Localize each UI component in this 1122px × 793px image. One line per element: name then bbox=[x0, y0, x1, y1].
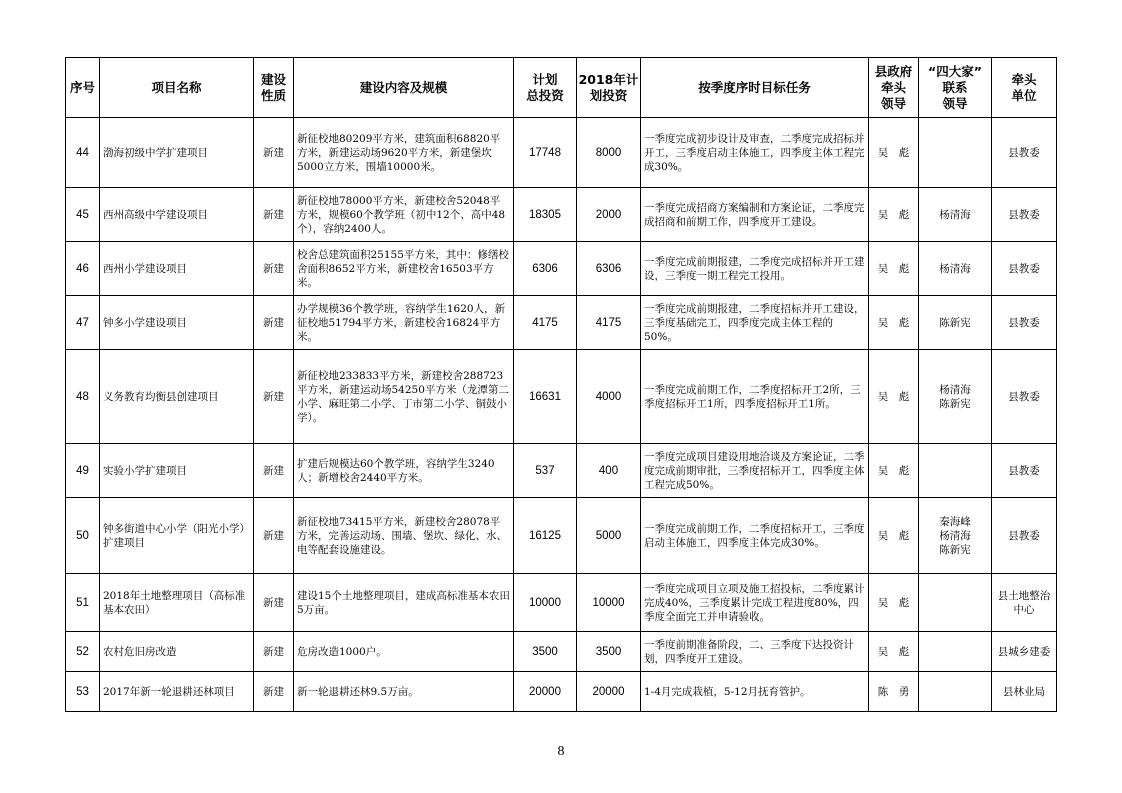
cell-content: 危房改造1000户。 bbox=[294, 632, 514, 672]
header-task: 按季度序时目标任务 bbox=[641, 58, 869, 118]
header-nature: 建设 性质 bbox=[254, 58, 294, 118]
cell-county-leader: 吴 彪 bbox=[869, 188, 919, 242]
cell-county-leader: 吴 彪 bbox=[869, 118, 919, 188]
cell-plan2018: 5000 bbox=[577, 498, 641, 574]
cell-task: 一季度前期准备阶段，二、三季度下达投资计划，四季度开工建设。 bbox=[641, 632, 869, 672]
cell-task: 一季度完成前期报建，二季度完成招标并开工建设，三季度一期工程完工投用。 bbox=[641, 242, 869, 296]
table-row bbox=[66, 498, 1057, 574]
cell-nature: 新建 bbox=[254, 574, 294, 632]
cell-county-leader: 吴 彪 bbox=[869, 632, 919, 672]
cell-unit: 县城乡建委 bbox=[992, 632, 1057, 672]
cell-content: 新征校地233833平方米，新建校舍288723平方米，新建运动场54250平方米（龙潭第二小学、麻旺第二小学、丁市第二小学、铜鼓小学）。 bbox=[294, 350, 514, 444]
header-big4-leader: “四大家” 联系 领导 bbox=[919, 58, 992, 118]
cell-name: 西州高级中学建设项目 bbox=[100, 188, 254, 242]
cell-task: 一季度完成前期工作，二季度招标开工，三季度启动主体施工，四季度主体完成30%。 bbox=[641, 498, 869, 574]
cell-name: 钟多街道中心小学（阳光小学）扩建项目 bbox=[100, 498, 254, 574]
cell-task: 一季度完成前期工作，二季度招标开工2所，三季度招标开工1所，四季度招标开工1所。 bbox=[641, 350, 869, 444]
cell-name: 农村危旧房改造 bbox=[100, 632, 254, 672]
cell-big4-leader: 杨清海 bbox=[919, 188, 992, 242]
cell-unit: 县教委 bbox=[992, 350, 1057, 444]
cell-big4-leader bbox=[919, 118, 992, 188]
cell-plan2018: 4175 bbox=[577, 296, 641, 350]
cell-name: 实验小学扩建项目 bbox=[100, 444, 254, 498]
cell-content: 建设15个土地整理项目，建成高标准基本农田5万亩。 bbox=[294, 574, 514, 632]
cell-task: 一季度完成招商方案编制和方案论证，二季度完成招商和前期工作，四季度开工建设。 bbox=[641, 188, 869, 242]
page-number: 8 bbox=[557, 744, 565, 759]
cell-seq: 52 bbox=[66, 632, 100, 672]
cell-county-leader: 吴 彪 bbox=[869, 296, 919, 350]
cell-seq: 48 bbox=[66, 350, 100, 444]
cell-county-leader: 陈 勇 bbox=[869, 672, 919, 712]
cell-content: 新征校地80209平方米，建筑面积68820平方米，新建运动场9620平方米，新建堡坎5000立方米，围墙10000米。 bbox=[294, 118, 514, 188]
project-table bbox=[65, 57, 1057, 712]
cell-seq: 44 bbox=[66, 118, 100, 188]
table-row bbox=[66, 242, 1057, 296]
cell-seq: 49 bbox=[66, 444, 100, 498]
cell-big4-leader: 杨清海 bbox=[919, 242, 992, 296]
cell-nature: 新建 bbox=[254, 444, 294, 498]
cell-content: 校舍总建筑面积25155平方米，其中：修缮校舍面积8652平方米，新建校舍16503平方米。 bbox=[294, 242, 514, 296]
cell-name: 义务教育均衡县创建项目 bbox=[100, 350, 254, 444]
cell-total: 537 bbox=[514, 444, 577, 498]
cell-unit: 县教委 bbox=[992, 188, 1057, 242]
header-unit: 牵头 单位 bbox=[992, 58, 1057, 118]
cell-total: 20000 bbox=[514, 672, 577, 712]
cell-big4-leader bbox=[919, 632, 992, 672]
cell-total: 16631 bbox=[514, 350, 577, 444]
cell-content: 新征校地73415平方米，新建校舍28078平方米，完善运动场、围墙、堡坎、绿化、水、电等配套设施建设。 bbox=[294, 498, 514, 574]
cell-big4-leader bbox=[919, 574, 992, 632]
header-row bbox=[66, 58, 1057, 118]
cell-plan2018: 8000 bbox=[577, 118, 641, 188]
cell-plan2018: 3500 bbox=[577, 632, 641, 672]
cell-total: 4175 bbox=[514, 296, 577, 350]
cell-plan2018: 6306 bbox=[577, 242, 641, 296]
cell-seq: 53 bbox=[66, 672, 100, 712]
header-total: 计划 总投资 bbox=[514, 58, 577, 118]
cell-name: 2017年新一轮退耕还林项目 bbox=[100, 672, 254, 712]
header-plan2018: 2018年计 划投资 bbox=[577, 58, 641, 118]
cell-unit: 县林业局 bbox=[992, 672, 1057, 712]
cell-plan2018: 400 bbox=[577, 444, 641, 498]
cell-unit: 县教委 bbox=[992, 242, 1057, 296]
cell-nature: 新建 bbox=[254, 350, 294, 444]
cell-nature: 新建 bbox=[254, 632, 294, 672]
cell-total: 3500 bbox=[514, 632, 577, 672]
cell-big4-leader bbox=[919, 444, 992, 498]
cell-nature: 新建 bbox=[254, 672, 294, 712]
cell-county-leader: 吴 彪 bbox=[869, 350, 919, 444]
cell-unit: 县教委 bbox=[992, 118, 1057, 188]
cell-total: 16125 bbox=[514, 498, 577, 574]
cell-nature: 新建 bbox=[254, 118, 294, 188]
cell-seq: 46 bbox=[66, 242, 100, 296]
cell-seq: 51 bbox=[66, 574, 100, 632]
cell-name: 钟多小学建设项目 bbox=[100, 296, 254, 350]
cell-task: 一季度完成前期报建，二季度招标并开工建设，三季度基础完工，四季度完成主体工程的50%。 bbox=[641, 296, 869, 350]
cell-plan2018: 4000 bbox=[577, 350, 641, 444]
cell-seq: 50 bbox=[66, 498, 100, 574]
cell-big4-leader bbox=[919, 672, 992, 712]
cell-county-leader: 吴 彪 bbox=[869, 574, 919, 632]
table-body bbox=[66, 118, 1057, 712]
cell-task: 1-4月完成栽植，5-12月抚育管护。 bbox=[641, 672, 869, 712]
cell-content: 办学规模36个教学班，容纳学生1620人，新征校地51794平方米，新建校舍16824平方米。 bbox=[294, 296, 514, 350]
table-row bbox=[66, 444, 1057, 498]
cell-task: 一季度完成初步设计及审查，二季度完成招标并开工，三季度启动主体施工，四季度主体工程完成30%。 bbox=[641, 118, 869, 188]
cell-big4-leader: 秦海峰 杨清海 陈新宪 bbox=[919, 498, 992, 574]
cell-name: 西州小学建设项目 bbox=[100, 242, 254, 296]
cell-plan2018: 2000 bbox=[577, 188, 641, 242]
cell-big4-leader: 陈新宪 bbox=[919, 296, 992, 350]
cell-total: 18305 bbox=[514, 188, 577, 242]
cell-content: 新征校地78000平方米，新建校舍52048平方米，规模60个教学班（初中12个、高中48个），容纳2400人。 bbox=[294, 188, 514, 242]
cell-total: 10000 bbox=[514, 574, 577, 632]
cell-seq: 45 bbox=[66, 188, 100, 242]
cell-county-leader: 吴 彪 bbox=[869, 242, 919, 296]
cell-unit: 县教委 bbox=[992, 498, 1057, 574]
header-county-leader: 县政府 牵头 领导 bbox=[869, 58, 919, 118]
cell-plan2018: 20000 bbox=[577, 672, 641, 712]
cell-nature: 新建 bbox=[254, 188, 294, 242]
cell-unit: 县教委 bbox=[992, 444, 1057, 498]
cell-name: 渤海初级中学扩建项目 bbox=[100, 118, 254, 188]
table-row bbox=[66, 296, 1057, 350]
table-row bbox=[66, 632, 1057, 672]
table-row bbox=[66, 350, 1057, 444]
cell-total: 6306 bbox=[514, 242, 577, 296]
header-seq: 序号 bbox=[66, 58, 100, 118]
table-row bbox=[66, 672, 1057, 712]
table-row bbox=[66, 188, 1057, 242]
cell-county-leader: 吴 彪 bbox=[869, 498, 919, 574]
cell-content: 扩建后规模达60个教学班，容纳学生3240人；新增校舍2440平方米。 bbox=[294, 444, 514, 498]
cell-unit: 县土地整治中心 bbox=[992, 574, 1057, 632]
cell-big4-leader: 杨清海 陈新宪 bbox=[919, 350, 992, 444]
header-name: 项目名称 bbox=[100, 58, 254, 118]
header-content: 建设内容及规模 bbox=[294, 58, 514, 118]
cell-task: 一季度完成项目立项及施工招投标，二季度累计完成40%，三季度累计完成工程进度80%，四季度全面完工并申请验收。 bbox=[641, 574, 869, 632]
cell-name: 2018年土地整理项目（高标准基本农田） bbox=[100, 574, 254, 632]
cell-nature: 新建 bbox=[254, 498, 294, 574]
cell-nature: 新建 bbox=[254, 242, 294, 296]
cell-nature: 新建 bbox=[254, 296, 294, 350]
table-row bbox=[66, 118, 1057, 188]
cell-task: 一季度完成项目建设用地洽谈及方案论证，二季度完成前期审批，三季度招标开工，四季度主体工程完成50%。 bbox=[641, 444, 869, 498]
cell-total: 17748 bbox=[514, 118, 577, 188]
cell-county-leader: 吴 彪 bbox=[869, 444, 919, 498]
table-row bbox=[66, 574, 1057, 632]
cell-unit: 县教委 bbox=[992, 296, 1057, 350]
cell-plan2018: 10000 bbox=[577, 574, 641, 632]
cell-content: 新一轮退耕还林9.5万亩。 bbox=[294, 672, 514, 712]
cell-seq: 47 bbox=[66, 296, 100, 350]
